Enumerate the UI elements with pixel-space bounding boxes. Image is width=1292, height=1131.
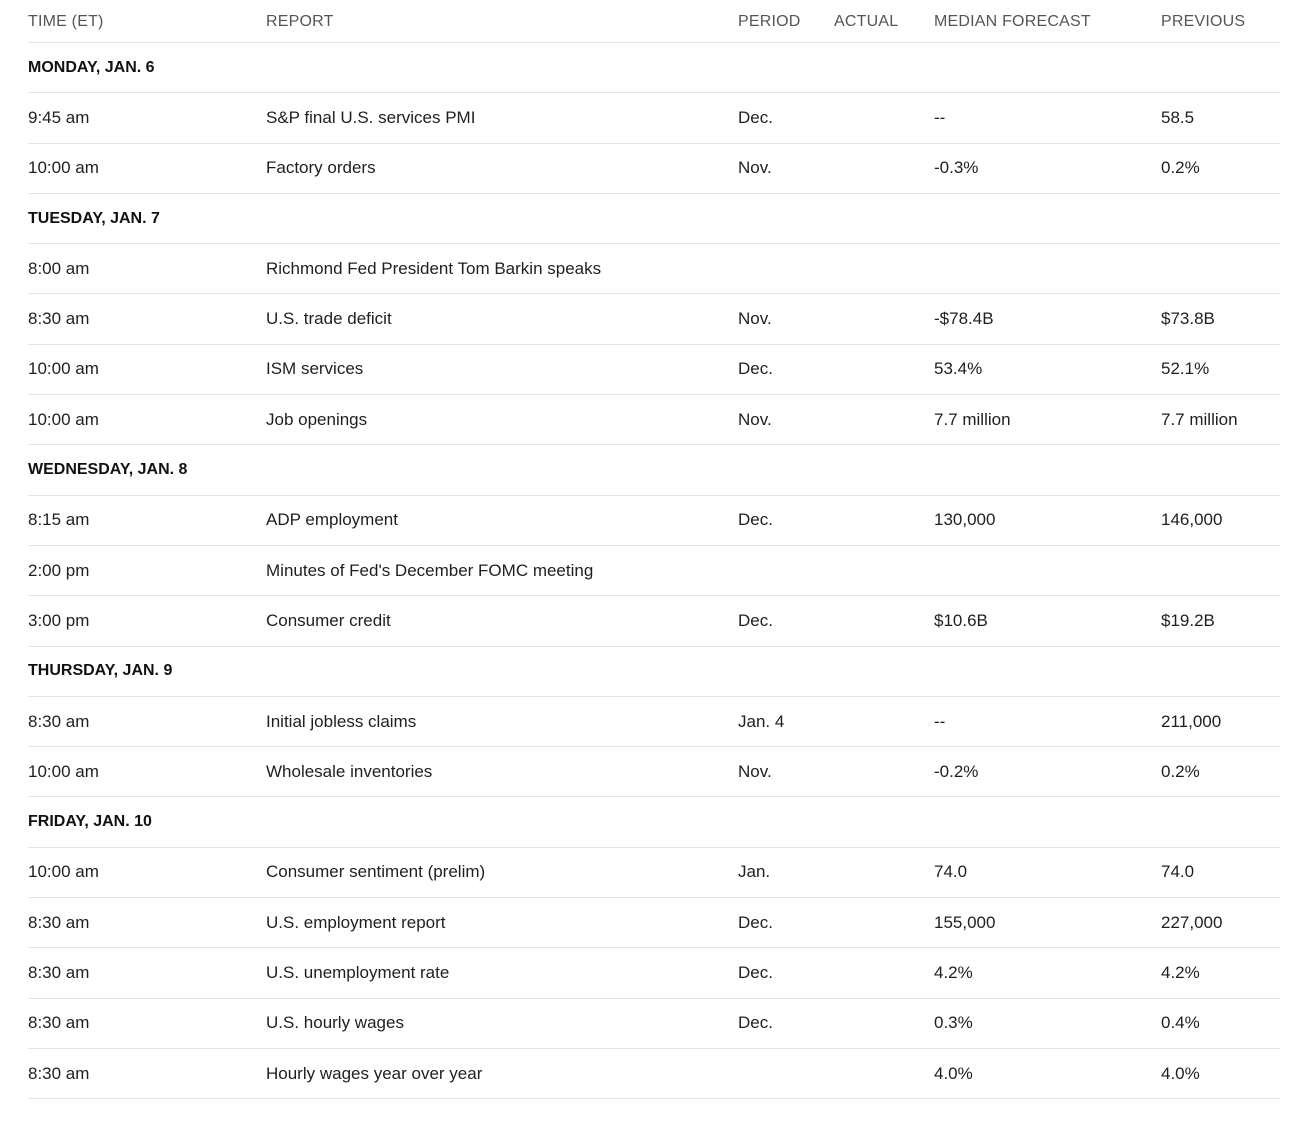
cell-previous: 0.2% [1161,761,1200,781]
cell-time: 8:30 am [28,1063,90,1083]
cell-report: U.S. employment report [266,912,446,932]
cell-previous: 211,000 [1161,711,1222,731]
column-header-median-forecast: MEDIAN FORECAST [934,13,1091,30]
cell-report: Consumer sentiment (prelim) [266,862,486,882]
column-header-previous: PREVIOUS [1161,13,1246,30]
table-row [28,546,1280,596]
cell-median-forecast: 130,000 [934,510,996,530]
cell-report: Hourly wages year over year [266,1063,483,1083]
cell-median-forecast: 0.3% [934,1013,973,1033]
table-row [28,999,1280,1049]
cell-time: 8:30 am [28,1013,90,1033]
cell-report: ISM services [266,359,364,379]
cell-median-forecast: $10.6B [934,610,988,630]
cell-time: 9:45 am [28,107,90,127]
cell-median-forecast: 53.4% [934,359,983,379]
cell-period: Dec. [738,962,773,982]
cell-period: Jan. [738,862,771,882]
cell-time: 10:00 am [28,761,99,781]
cell-time: 8:30 am [28,912,90,932]
cell-time: 3:00 pm [28,610,90,630]
economic-calendar-table [28,0,1280,1099]
cell-previous: 74.0 [1161,862,1195,882]
day-heading: FRIDAY, JAN. 10 [28,813,152,831]
cell-period: Dec. [738,1013,773,1033]
day-heading: TUESDAY, JAN. 7 [28,209,160,227]
table-row [28,596,1280,646]
cell-median-forecast: -$78.4B [934,309,994,329]
cell-median-forecast: -0.3% [934,158,979,178]
cell-time: 10:00 am [28,359,99,379]
cell-median-forecast: 4.2% [934,962,973,982]
cell-period: Dec. [738,359,773,379]
cell-median-forecast: 74.0 [934,862,968,882]
day-heading: MONDAY, JAN. 6 [28,58,155,76]
column-header-period: PERIOD [738,13,801,30]
table-row [28,93,1280,143]
cell-median-forecast: 155,000 [934,912,996,932]
table-header [28,0,1280,43]
table-row [28,1049,1280,1099]
cell-report: U.S. hourly wages [266,1013,404,1033]
table-row [28,496,1280,546]
cell-previous: $19.2B [1161,610,1215,630]
cell-report: Initial jobless claims [266,711,417,731]
day-heading-row [28,445,1280,495]
cell-median-forecast: -- [934,711,946,731]
cell-report: U.S. trade deficit [266,309,392,329]
cell-report: Richmond Fed President Tom Barkin speaks [266,258,602,278]
table-row [28,395,1280,445]
cell-time: 8:30 am [28,309,90,329]
cell-period: Nov. [738,761,772,781]
cell-period: Jan. 4 [738,711,785,731]
cell-time: 8:30 am [28,962,90,982]
cell-previous: 4.0% [1161,1063,1200,1083]
table-row [28,747,1280,797]
cell-median-forecast: 7.7 million [934,409,1011,429]
cell-previous: 52.1% [1161,359,1210,379]
cell-median-forecast: -- [934,107,946,127]
column-header-actual: ACTUAL [834,13,899,30]
day-heading-row [28,194,1280,244]
cell-report: Minutes of Fed's December FOMC meeting [266,560,594,580]
cell-period: Dec. [738,912,773,932]
cell-period: Dec. [738,510,773,530]
cell-previous: 0.4% [1161,1013,1200,1033]
cell-report: U.S. unemployment rate [266,962,450,982]
cell-median-forecast: -0.2% [934,761,979,781]
cell-time: 8:00 am [28,258,90,278]
cell-previous: $73.8B [1161,309,1215,329]
cell-period: Nov. [738,158,772,178]
cell-period: Nov. [738,409,772,429]
cell-report: Consumer credit [266,610,391,630]
table-row [28,848,1280,898]
cell-median-forecast: 4.0% [934,1063,973,1083]
cell-time: 10:00 am [28,409,99,429]
cell-previous: 4.2% [1161,962,1200,982]
column-header-time: TIME (ET) [28,13,104,30]
table-row [28,345,1280,395]
column-header-report: REPORT [266,13,334,30]
day-heading: THURSDAY, JAN. 9 [28,662,173,680]
day-heading-row [28,647,1280,697]
cell-report: S&P final U.S. services PMI [266,107,476,127]
cell-report: Job openings [266,409,368,429]
cell-time: 10:00 am [28,158,99,178]
cell-report: ADP employment [266,510,398,530]
cell-time: 2:00 pm [28,560,90,580]
cell-previous: 227,000 [1161,912,1223,932]
cell-previous: 58.5 [1161,107,1195,127]
day-heading-row [28,43,1280,93]
cell-time: 8:30 am [28,711,90,731]
cell-period: Dec. [738,107,773,127]
cell-report: Factory orders [266,158,376,178]
day-heading-row [28,797,1280,847]
table-row [28,948,1280,998]
table-row [28,898,1280,948]
cell-previous: 0.2% [1161,158,1200,178]
cell-time: 8:15 am [28,510,90,530]
cell-period: Nov. [738,309,772,329]
table-body [28,43,1280,1099]
table-row [28,144,1280,194]
cell-period: Dec. [738,610,773,630]
cell-previous: 146,000 [1161,510,1223,530]
cell-time: 10:00 am [28,862,99,882]
day-heading: WEDNESDAY, JAN. 8 [28,461,188,479]
cell-previous: 7.7 million [1161,409,1238,429]
table-row [28,697,1280,747]
cell-report: Wholesale inventories [266,761,433,781]
table-row [28,294,1280,344]
table-row [28,244,1280,294]
